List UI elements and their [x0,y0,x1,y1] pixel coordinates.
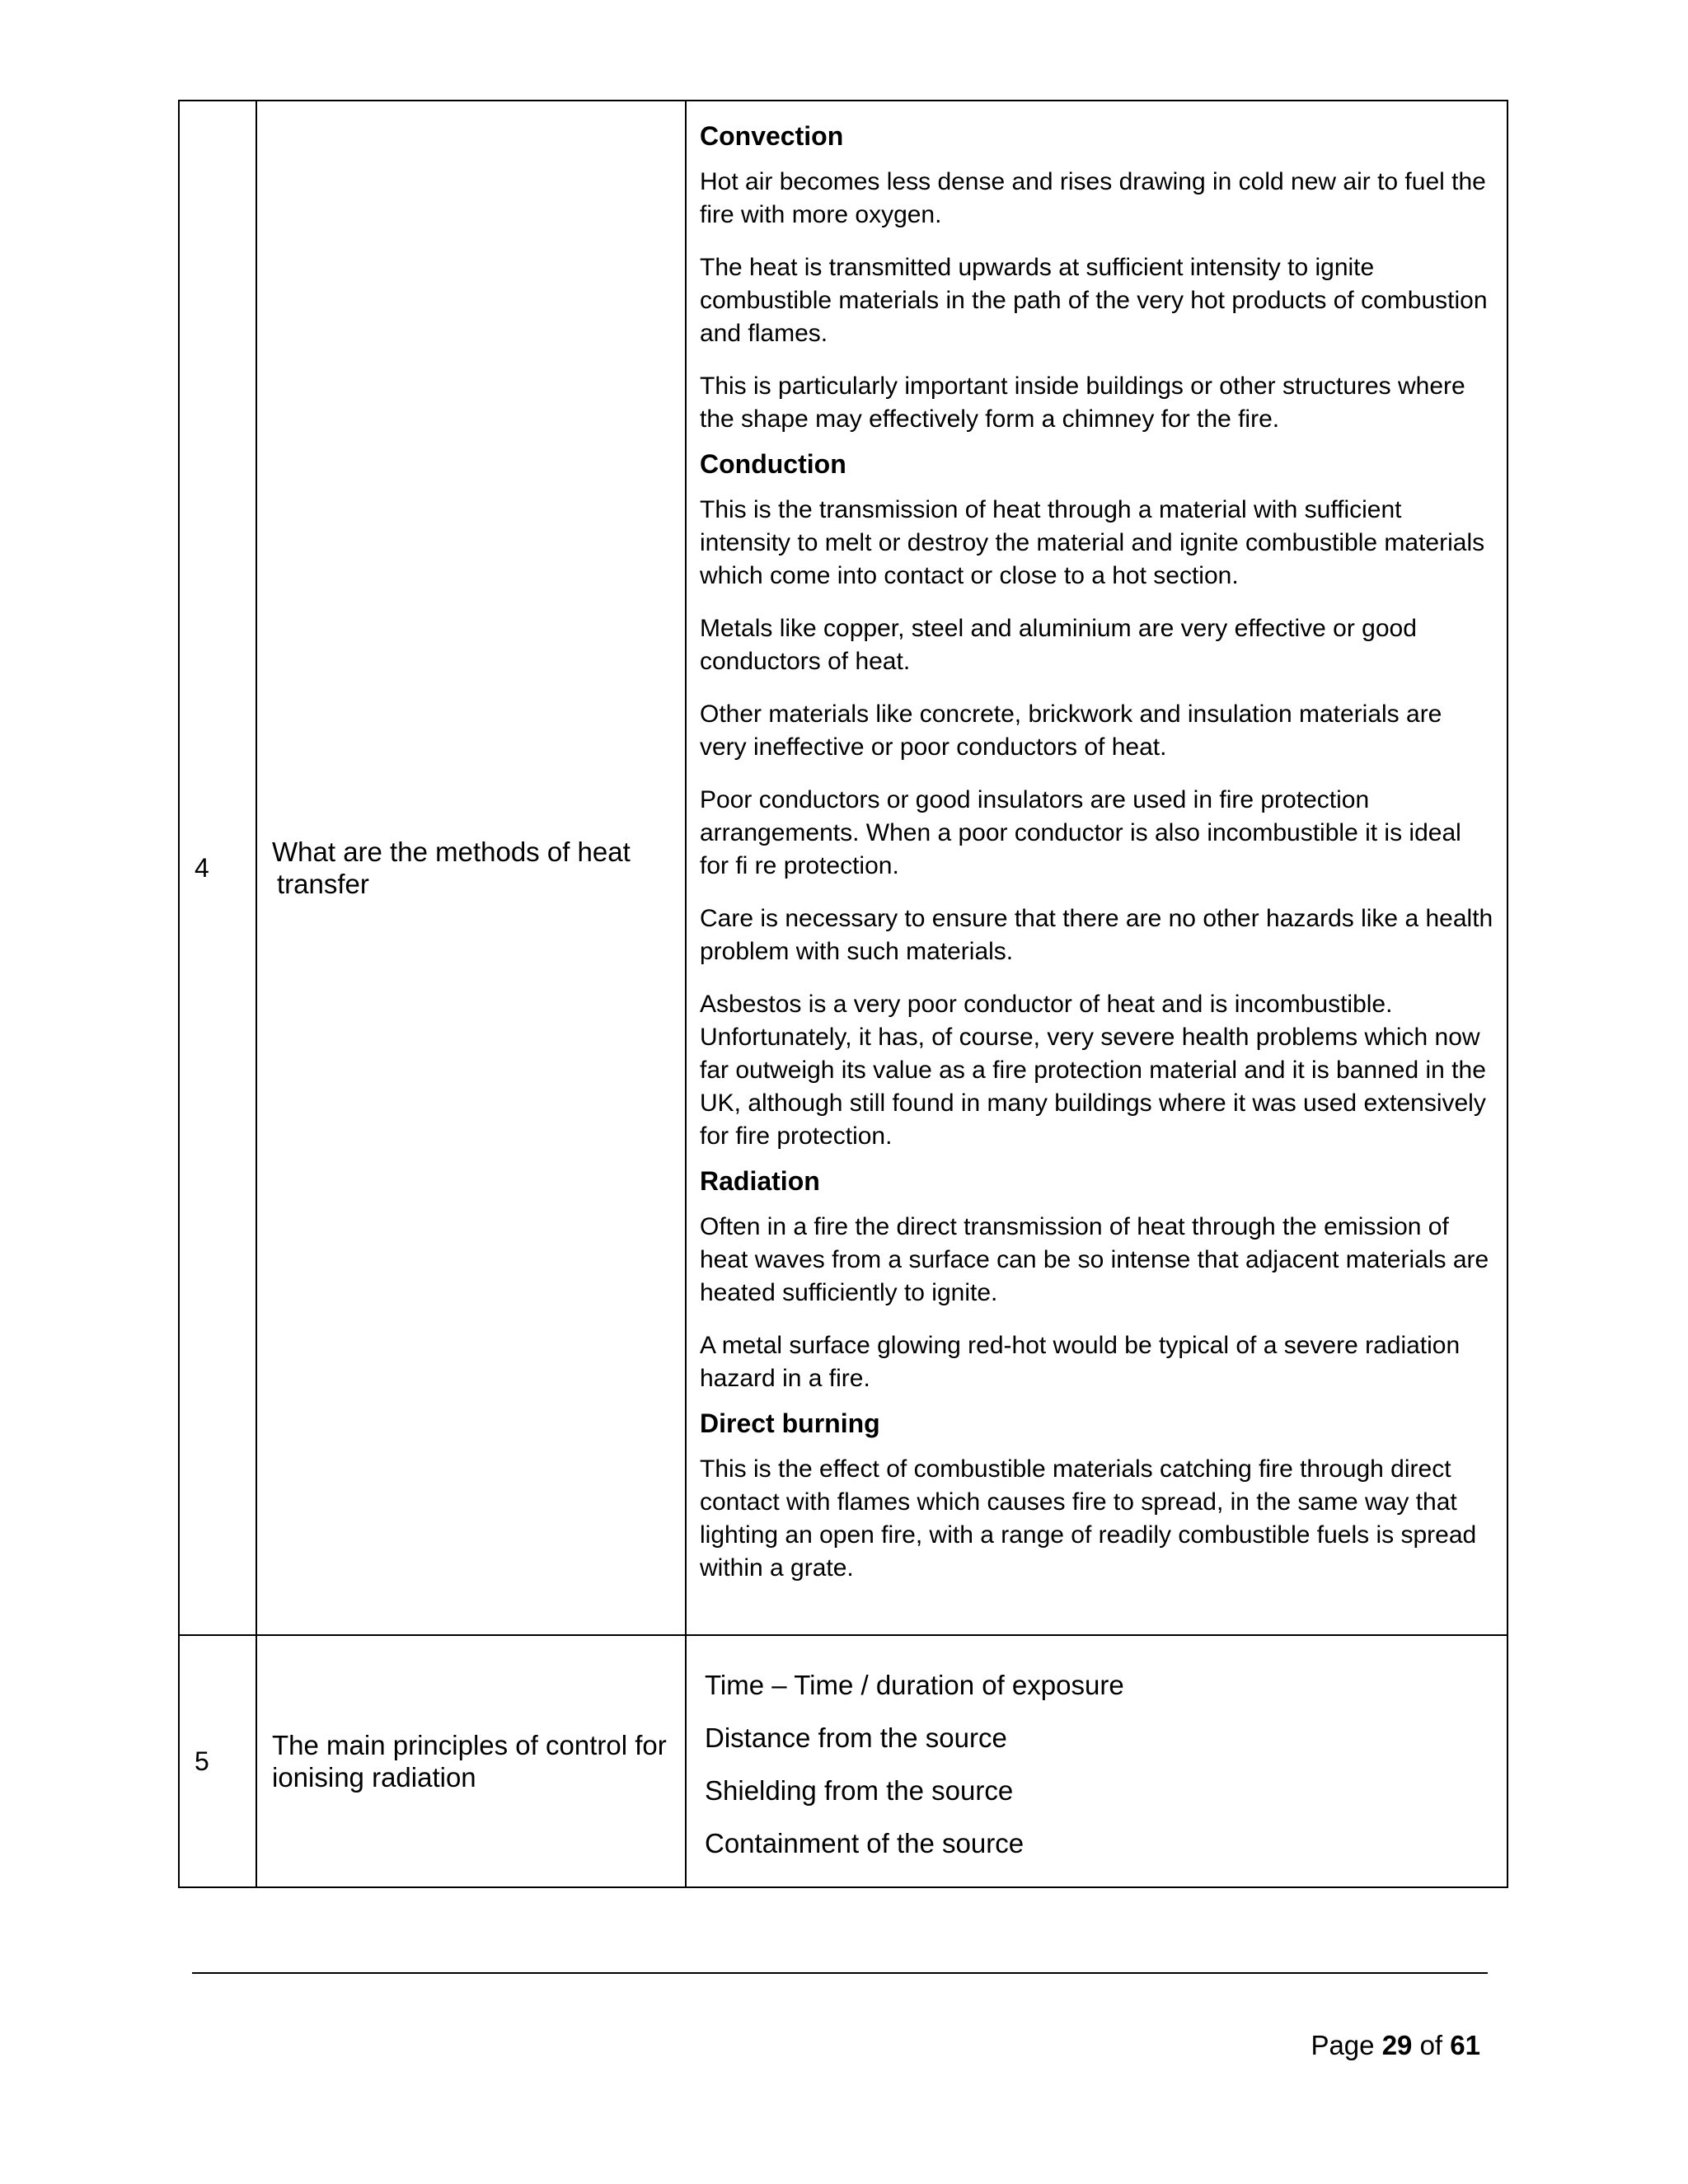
table-row [179,1635,1507,1887]
section-heading-direct-burning: Direct burning [700,1408,880,1438]
row-number: 5 [179,1635,256,1887]
answer-paragraph: A metal surface glowing red-hot would be typical of a severe radiation hazard in a fire. [700,1332,1461,1392]
answer-paragraph: Metals like copper, steel and aluminium are very effective or good conductors of heat. [700,615,1417,675]
control-principle-item: Shielding from the source [705,1775,1014,1806]
answer-paragraph: Poor conductors or good insulators are used in fire protection arrangements. When a poor conductor is also incombustible it is ideal for fi re protection. [700,786,1461,879]
answer-paragraph: The heat is transmitted upwards at sufficient intensity to ignite combustible materials in the path of the very hot products of combustion and flames. [700,254,1488,347]
table-row [179,101,1507,1635]
row-number: 4 [179,101,256,1635]
page-current: 29 [1381,2030,1413,2060]
footer-divider [192,1972,1488,1974]
answer-paragraph: This is the transmission of heat through a material with sufficient intensity to melt or destroy the material and ignite combustible materials which come into contact or close to a hot section. [700,496,1485,589]
question-text: The main principles of control for [272,1730,667,1760]
answer-paragraph: Other materials like concrete, brickwork and insulation materials are very ineffective or poor conductors of heat. [700,701,1442,761]
qa-table [178,100,1508,1888]
answer-paragraph: This is the effect of combustible materials catching fire through direct contact with flames which causes fire to spread, in the same way that lighting an open fire, with a range of readily combustible fuels is spread within a grate. [700,1455,1477,1582]
question-text-continued: transfer [277,869,369,899]
question-text: What are the methods of heat [272,837,631,867]
section-heading-convection: Convection [700,121,844,151]
page-of: of [1419,2030,1443,2060]
answer-paragraph: Hot air becomes less dense and rises drawing in cold new air to fuel the fire with more oxygen. [700,168,1486,228]
control-principle-item: Distance from the source [705,1722,1007,1753]
section-heading-radiation: Radiation [700,1166,820,1196]
page-number [1311,2029,1480,2062]
answer-cell [686,1635,1507,1887]
question-cell [256,101,686,1635]
answer-cell [686,101,1507,1635]
question-text-continued: ionising radiation [272,1762,476,1793]
page-total: 61 [1450,2030,1480,2060]
control-principle-item: Time – Time / duration of exposure [705,1670,1124,1700]
answer-paragraph: Often in a fire the direct transmission of heat through the emission of heat waves from a surface can be so intense that adjacent materials are heated sufficiently to ignite. [700,1213,1489,1306]
question-cell [256,1635,686,1887]
section-heading-conduction: Conduction [700,449,846,479]
page-prefix: Page [1311,2030,1375,2060]
answer-paragraph: Asbestos is a very poor conductor of heat and is incombustible. Unfortunately, it has, of course, very severe health problems which now far outweigh its value as a fire protection material and it is banned in the UK, although still found in many buildings where it was used extensively for fire protection. [700,991,1486,1150]
answer-paragraph: This is particularly important inside buildings or other structures where the shape may effectively form a chimney for the fire. [700,373,1465,433]
control-principle-item: Containment of the source [705,1828,1025,1858]
answer-paragraph: Care is necessary to ensure that there are no other hazards like a health problem with such materials. [700,905,1493,965]
